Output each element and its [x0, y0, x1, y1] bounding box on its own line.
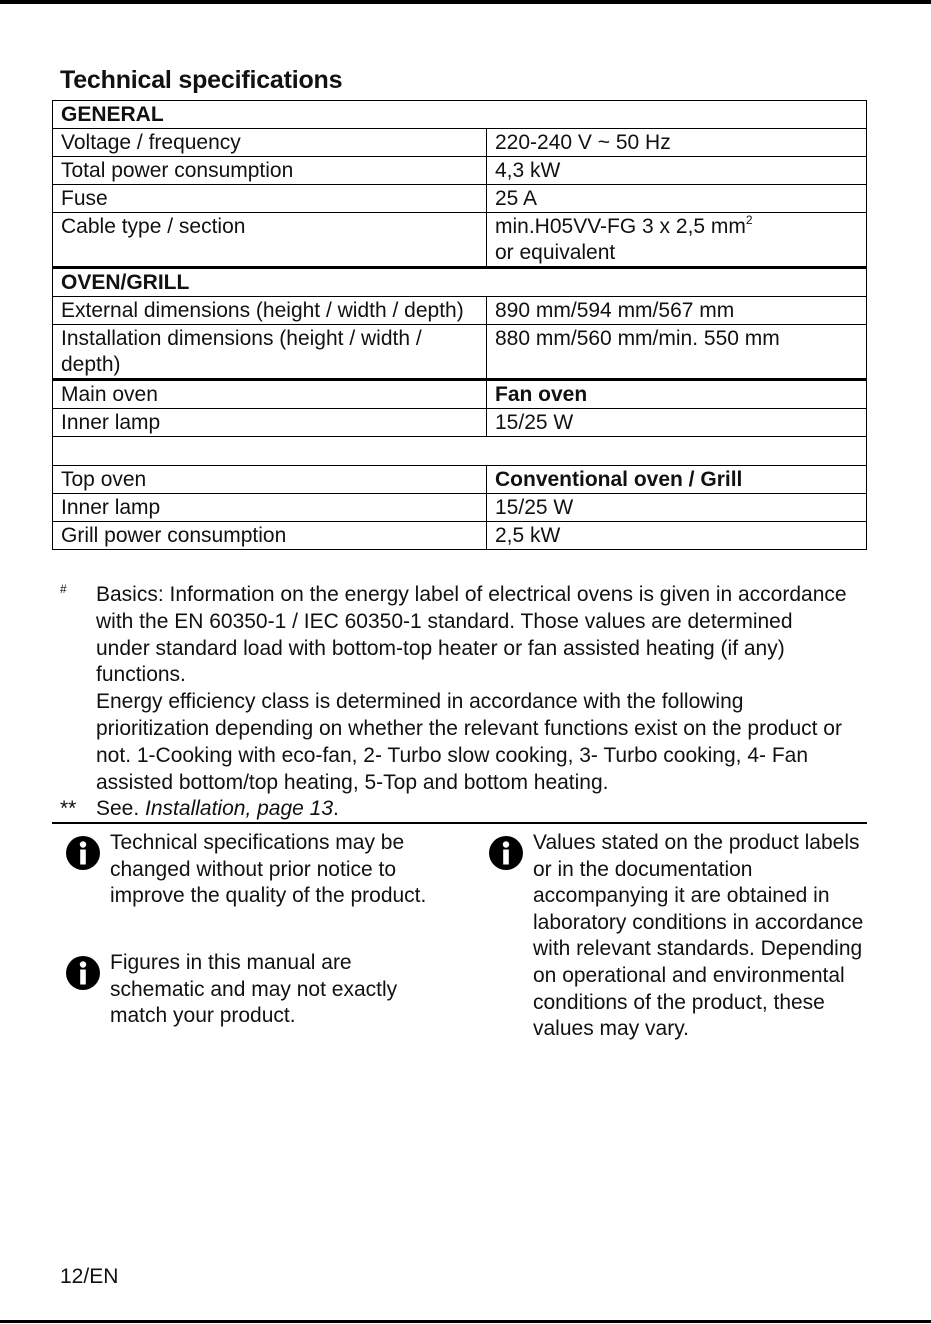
- table-row: [53, 297, 867, 325]
- spec-label-top-oven: Top oven: [53, 466, 487, 494]
- footnote-star-suffix: .: [333, 797, 339, 821]
- footnote-hash: [60, 582, 850, 796]
- footnotes: [60, 582, 850, 823]
- footnote-hash-text-1: Basics: Information on the energy label of electrical ovens is given in accordance with the EN 60350-1 / IEC 60350-1 standard. Those values are determined under standard load with bottom-top heater or fan assisted heating (if any) functions.: [96, 583, 847, 687]
- spec-value-voltage: 220-240 V ~ 50 Hz: [487, 129, 867, 157]
- footnote-star-prefix: See.: [96, 797, 146, 821]
- divider: [52, 822, 867, 824]
- info-note: [489, 830, 869, 1043]
- spec-label-main-lamp: Inner lamp: [53, 409, 487, 437]
- spec-label-voltage: Voltage / frequency: [53, 129, 487, 157]
- spec-label-external: External dimensions (height / width / depth): [53, 297, 487, 325]
- spec-value-external: 890 mm/594 mm/567 mm: [487, 297, 867, 325]
- section-heading-oven: OVEN/GRILL: [53, 268, 867, 297]
- info-note-text: Figures in this manual are schematic and may not exactly match your product.: [110, 951, 398, 1028]
- table-row: [53, 466, 867, 494]
- info-icon: [489, 836, 523, 870]
- table-row: [53, 380, 867, 409]
- cable-value-text: min.H05VV-FG 3 x 2,5 mm: [495, 215, 746, 238]
- spec-value-main-oven: Fan oven: [487, 380, 867, 409]
- table-row: [53, 157, 867, 185]
- info-note-text: Technical specifications may be changed without prior notice to improve the quality of the product.: [110, 831, 427, 908]
- info-note-text: Values stated on the product labels or in the documentation accompanying it are obtained in laboratory conditions in accordance with relevant standards. Depending on operational and environmental conditions of the product, these values may vary.: [533, 831, 864, 1041]
- page-title: Technical specifications: [60, 66, 343, 94]
- installation-reference-link[interactable]: Installation, page 13: [145, 797, 334, 821]
- table-row: [53, 522, 867, 550]
- section-heading-general: GENERAL: [53, 101, 867, 129]
- table-row: [53, 494, 867, 522]
- spec-label-installation: Installation dimensions (height / width / depth): [53, 325, 487, 380]
- top-border: [0, 0, 931, 4]
- spec-label-grill-power: Grill power consumption: [53, 522, 487, 550]
- spec-value-cable: [487, 213, 867, 268]
- footnote-hash-mark: #: [60, 582, 67, 596]
- spec-value-installation: 880 mm/560 mm/min. 550 mm: [487, 325, 867, 380]
- footnote-star: [60, 796, 850, 823]
- info-icon: [66, 836, 100, 870]
- bottom-border: [0, 1320, 931, 1323]
- info-icon: [66, 956, 100, 990]
- footnote-hash-text-2: Energy efficiency class is determined in accordance with the following prioritization depending on whether the relevant functions exist on the product or not. 1-Cooking with eco-fan, 2- Turbo slow cooking, 3- Turbo cooking, 4- Fan assisted bottom/top heating, 5-Top and bottom heating.: [96, 690, 842, 794]
- spec-value-top-lamp: 15/25 W: [487, 494, 867, 522]
- footnote-star-mark: **: [60, 797, 77, 821]
- section-oven: [53, 268, 867, 297]
- table-row: [53, 325, 867, 380]
- spec-value-top-oven: Conventional oven / Grill: [487, 466, 867, 494]
- spec-value-grill-power: 2,5 kW: [487, 522, 867, 550]
- cable-superscript: 2: [745, 213, 753, 227]
- section-general: [53, 101, 867, 129]
- spec-label-main-oven: Main oven: [53, 380, 487, 409]
- table-row: [53, 129, 867, 157]
- spec-label-power: Total power consumption: [53, 157, 487, 185]
- page-number: 12/EN: [60, 1265, 119, 1288]
- table-row-blank: [53, 437, 867, 466]
- spec-value-fuse: 25 A: [487, 185, 867, 213]
- table-row: [53, 213, 867, 268]
- blank-cell: [53, 437, 867, 466]
- spec-value-power: 4,3 kW: [487, 157, 867, 185]
- spec-label-fuse: Fuse: [53, 185, 487, 213]
- info-note: [66, 830, 446, 910]
- specs-table: [52, 100, 867, 550]
- cable-value-line2: or equivalent: [495, 241, 616, 264]
- spec-label-cable: Cable type / section: [53, 213, 487, 268]
- footnote-star-text: [96, 796, 850, 823]
- info-note: [66, 950, 446, 1030]
- table-row: [53, 409, 867, 437]
- spec-value-main-lamp: 15/25 W: [487, 409, 867, 437]
- spec-label-top-lamp: Inner lamp: [53, 494, 487, 522]
- table-row: [53, 185, 867, 213]
